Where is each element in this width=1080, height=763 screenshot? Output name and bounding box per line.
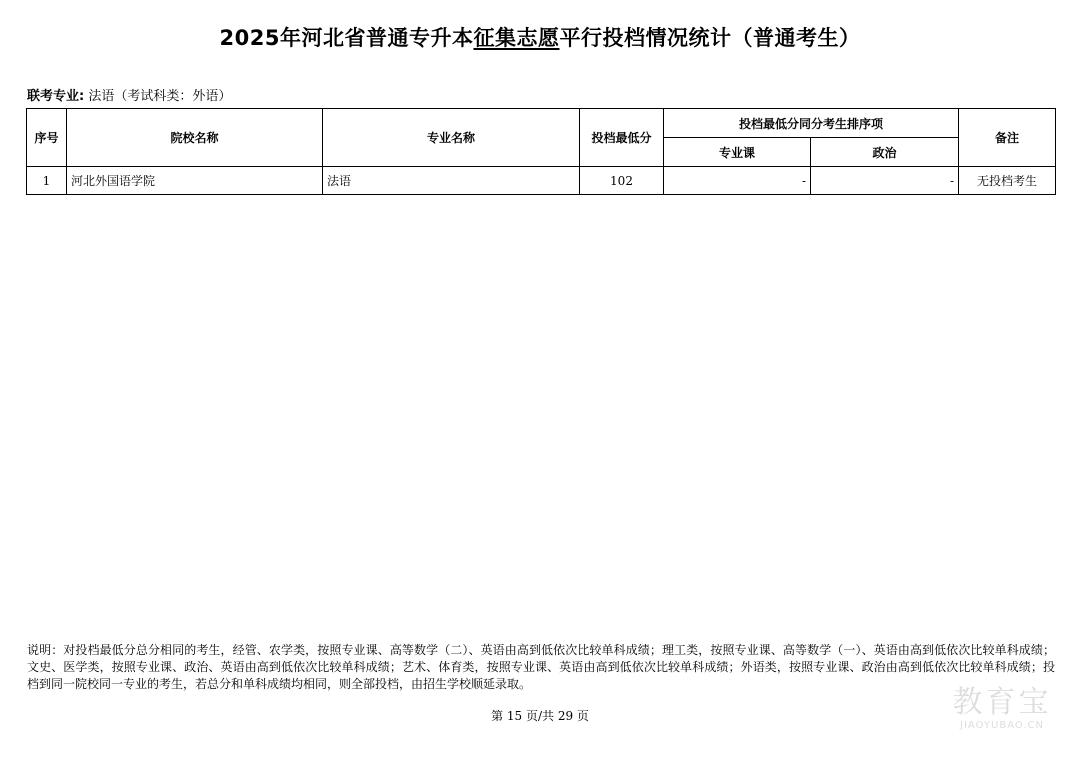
cell-school: 河北外国语学院 [67, 167, 323, 195]
header-tiebreak-group: 投档最低分同分考生排序项 [664, 109, 959, 138]
header-min-score: 投档最低分 [580, 109, 664, 167]
cell-remark: 无投档考生 [959, 167, 1056, 195]
header-seq: 序号 [27, 109, 67, 167]
title-part2: 平行投档情况统计（普通考生） [559, 26, 861, 50]
title-underlined: 征集志愿 [473, 26, 560, 50]
header-sub1: 专业课 [664, 138, 811, 167]
admission-table [26, 108, 1056, 195]
cell-min-score: 102 [580, 167, 664, 195]
header-remark: 备注 [959, 109, 1056, 167]
header-major: 专业名称 [323, 109, 580, 167]
header-sub2: 政治 [811, 138, 959, 167]
table-row [27, 167, 1056, 195]
watermark-logo [940, 686, 1064, 731]
watermark-en: JIAOYUBAO.CN [960, 720, 1044, 731]
major-line [27, 85, 231, 104]
cell-major: 法语 [323, 167, 580, 195]
cell-sub1: - [664, 167, 811, 195]
page-title [0, 22, 1080, 52]
header-school: 院校名称 [67, 109, 323, 167]
title-part1: 2025年河北省普通专升本 [219, 26, 474, 50]
page-number: 第 15 页/共 29 页 [491, 709, 589, 723]
explanation-note: 说明：对投档最低分总分相同的考生，经管、农学类，按照专业课、高等数学（二）、英语由高到低依次比较单科成绩；理工类，按照专业课、高等数学（一）、英语由高到低依次比较单科成绩；文史、医学类，按照专业课、政治、英语由高到低依次比较单科成绩；艺术、体育类，按照专业课、英语由高到低依次比较单科成绩；外语类，按照专业课、政治由高到低依次比较单科成绩；投档到同一院校同一专业的考生，若总分和单科成绩均相同，则全部投档，由招生学校顺延录取。 [27, 643, 1055, 691]
major-value: 法语（考试科类：外语） [88, 89, 232, 104]
major-label: 联考专业: [27, 89, 85, 104]
cell-seq: 1 [27, 167, 67, 195]
table-header-row [27, 109, 1056, 138]
cell-sub2: - [811, 167, 959, 195]
watermark-cn: 教育宝 [952, 685, 1052, 720]
